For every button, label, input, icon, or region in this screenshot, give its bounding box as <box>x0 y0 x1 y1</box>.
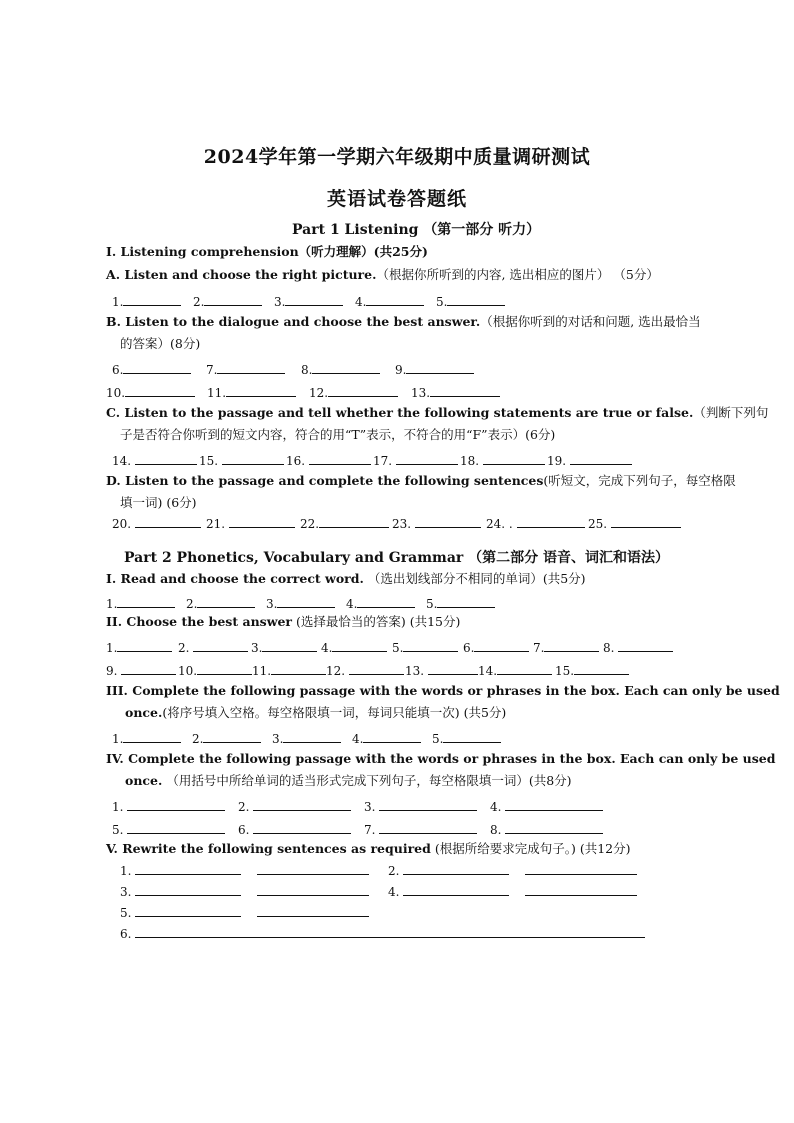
answer-blank[interactable]: 8. <box>490 820 603 837</box>
part2-title: Part 2 Phonetics, Vocabulary and Grammar （第二部分 语音、词汇和语法） <box>124 550 670 566</box>
answer-blank[interactable]: 7. <box>364 820 477 837</box>
answer-blank[interactable]: 4. <box>321 638 387 655</box>
answer-blank[interactable]: 7. <box>206 360 285 377</box>
p2-section-V-row3 <box>120 903 680 921</box>
section-D-heading <box>106 472 736 490</box>
exam-title: 2024学年第一学期六年级期中质量调研测试 <box>203 146 591 168</box>
p2-section-V-cn: (根据所给要求完成句子。) (共12分) <box>434 841 631 856</box>
answer-blank[interactable]: 6. <box>463 638 529 655</box>
answer-blank[interactable]: 21. <box>206 514 295 531</box>
section-D-en: D. Listen to the passage and complete the following sentences <box>106 473 544 488</box>
answer-blank[interactable]: 6. <box>112 360 191 377</box>
answer-blank[interactable]: 11. <box>207 383 296 400</box>
p2-section-V-row2 <box>120 882 680 900</box>
p2-section-III-en: III. Complete the following passage with the words or phrases in the box. Each can only be used <box>106 683 780 698</box>
answer-blank[interactable]: 8. <box>603 638 673 655</box>
answer-blank[interactable]: 11. <box>252 661 326 678</box>
answer-blank[interactable]: 16. <box>286 451 371 468</box>
answer-blank[interactable]: 4. <box>490 797 603 814</box>
section-B-blanks-row2 <box>106 383 706 401</box>
exam-subtitle: 英语试卷答题纸 <box>326 188 467 210</box>
p2-section-IV-heading <box>106 750 776 768</box>
p2-section-I-cn: （选出划线部分不相同的单词）(共5分) <box>367 571 586 586</box>
answer-blank[interactable]: 4. <box>388 882 637 899</box>
answer-blank[interactable]: 2. <box>186 594 255 611</box>
answer-blank[interactable]: 9. <box>395 360 474 377</box>
answer-blank[interactable]: 12. <box>326 661 404 678</box>
section-A-blanks <box>112 292 712 310</box>
p2-section-V-row1 <box>120 861 680 879</box>
answer-blank[interactable]: 5. <box>426 594 495 611</box>
answer-blank[interactable]: 2. <box>192 729 261 746</box>
answer-blank[interactable]: 19. <box>547 451 632 468</box>
answer-blank[interactable]: 17. <box>373 451 458 468</box>
answer-blank[interactable]: 2. <box>238 797 351 814</box>
p2-section-II-heading <box>106 613 460 631</box>
answer-blank[interactable]: 9. <box>106 661 176 678</box>
answer-blank[interactable]: 5. <box>392 638 458 655</box>
p2-section-V-heading <box>106 840 631 858</box>
answer-blank[interactable]: 5. <box>112 820 225 837</box>
answer-blank[interactable]: 3. <box>251 638 317 655</box>
answer-blank[interactable]: 13. <box>405 661 478 678</box>
answer-blank[interactable]: 4. <box>352 729 421 746</box>
answer-blank[interactable]: 4. <box>346 594 415 611</box>
answer-blank[interactable]: 18. <box>460 451 545 468</box>
answer-blank[interactable]: 14. <box>112 451 197 468</box>
section-A-heading <box>106 266 659 284</box>
p2-section-V-row4 <box>120 924 680 942</box>
answer-blank[interactable]: 3. <box>120 882 369 899</box>
section-D-heading-cont: 填一词) (6分) <box>120 495 197 510</box>
answer-blank[interactable]: 25. <box>588 514 681 531</box>
section-C-heading-cont: 子是否符合你听到的短文内容，符合的用“T”表示，不符合的用“F”表示）(6分) <box>120 427 556 442</box>
answer-blank[interactable]: 5. <box>436 292 505 309</box>
answer-blank[interactable]: 13. <box>411 383 500 400</box>
section-I-heading <box>106 243 428 261</box>
answer-blank[interactable]: 23. <box>392 514 481 531</box>
answer-blank[interactable]: 22. <box>300 514 389 531</box>
section-B-blanks-row1 <box>112 360 712 378</box>
p2-section-II-en: II. Choose the best answer <box>106 614 292 629</box>
answer-blank[interactable]: 3. <box>274 292 343 309</box>
answer-blank[interactable]: 12. <box>309 383 398 400</box>
answer-blank[interactable]: 15. <box>555 661 629 678</box>
answer-blank[interactable]: 3. <box>364 797 477 814</box>
section-B-cn: （根据你听到的对话和问题, 选出最恰当 <box>480 314 701 329</box>
section-D-blanks <box>112 514 712 532</box>
answer-blank[interactable]: 7. <box>533 638 599 655</box>
section-C-blanks <box>112 451 712 469</box>
section-C-cn: （判断下列句 <box>693 405 769 420</box>
answer-blank[interactable]: 1. <box>112 797 225 814</box>
section-C-en: C. Listen to the passage and tell whether the following statements are true or false. <box>106 405 694 420</box>
section-A-en: A. Listen and choose the right picture. <box>106 267 377 282</box>
p2-section-IV-blanks-row2 <box>112 820 712 838</box>
p2-section-II-blanks-row1 <box>106 638 706 656</box>
answer-blank[interactable]: 14. <box>478 661 552 678</box>
answer-blank[interactable]: 24. . <box>486 514 585 531</box>
p2-section-I-heading <box>106 570 586 588</box>
p2-section-IV-blanks-row1 <box>112 797 712 815</box>
p2-section-I-blanks <box>106 594 706 612</box>
p2-section-II-cn: (选择最恰当的答案) (共15分) <box>295 614 461 629</box>
answer-blank[interactable]: 1. <box>106 594 175 611</box>
section-A-cn: （根据你所听到的内容, 选出相应的图片） （5分） <box>376 267 659 282</box>
answer-blank[interactable]: 1. <box>112 729 181 746</box>
section-I-label: I. Listening comprehension（听力理解）(共25分) <box>106 244 428 259</box>
answer-blank-long[interactable]: 6. <box>120 924 645 941</box>
answer-blank[interactable]: 2. <box>178 638 248 655</box>
answer-blank[interactable]: 2. <box>388 861 637 878</box>
answer-blank[interactable]: 1. <box>106 638 172 655</box>
p2-section-II-blanks-row2 <box>106 661 706 679</box>
section-B-en: B. Listen to the dialogue and choose the best answer. <box>106 314 481 329</box>
p2-section-III-blanks <box>112 729 712 747</box>
part1-title: Part 1 Listening （第一部分 听力） <box>292 222 541 238</box>
section-B-heading-cont: 的答案）(8分) <box>120 336 201 351</box>
section-C-heading <box>106 404 768 422</box>
answer-blank[interactable]: 6. <box>238 820 351 837</box>
answer-blank[interactable]: 8. <box>301 360 380 377</box>
p2-section-IV-heading-cont: once. （用括号中所给单词的适当形式完成下列句子，每空格限填一词）(共8分) <box>125 773 572 788</box>
answer-blank[interactable]: 1. <box>120 861 369 878</box>
answer-blank[interactable]: 15. <box>199 451 284 468</box>
answer-blank[interactable]: 5. <box>432 729 501 746</box>
p2-section-III-heading-cont: once.(将序号填入空格。每空格限填一词，每词只能填一次) (共5分) <box>125 705 507 720</box>
answer-blank[interactable]: 2. <box>193 292 262 309</box>
answer-blank[interactable]: 5. <box>120 903 369 920</box>
answer-blank[interactable]: 3. <box>266 594 335 611</box>
answer-blank[interactable]: 10. <box>178 661 252 678</box>
p2-section-I-en: I. Read and choose the correct word. <box>106 571 364 586</box>
answer-blank[interactable]: 4. <box>355 292 424 309</box>
p2-section-III-heading <box>106 682 780 700</box>
p2-section-IV-en: IV. Complete the following passage with the words or phrases in the box. Each can only be used <box>106 751 776 766</box>
section-B-heading <box>106 313 701 331</box>
answer-blank[interactable]: 3. <box>272 729 341 746</box>
answer-blank[interactable]: 10. <box>106 383 195 400</box>
answer-blank[interactable]: 1. <box>112 292 181 309</box>
section-D-cn: (听短文，完成下列句子，每空格限 <box>543 473 736 488</box>
p2-section-V-en: V. Rewrite the following sentences as required <box>106 841 431 856</box>
answer-blank[interactable]: 20. <box>112 514 201 531</box>
